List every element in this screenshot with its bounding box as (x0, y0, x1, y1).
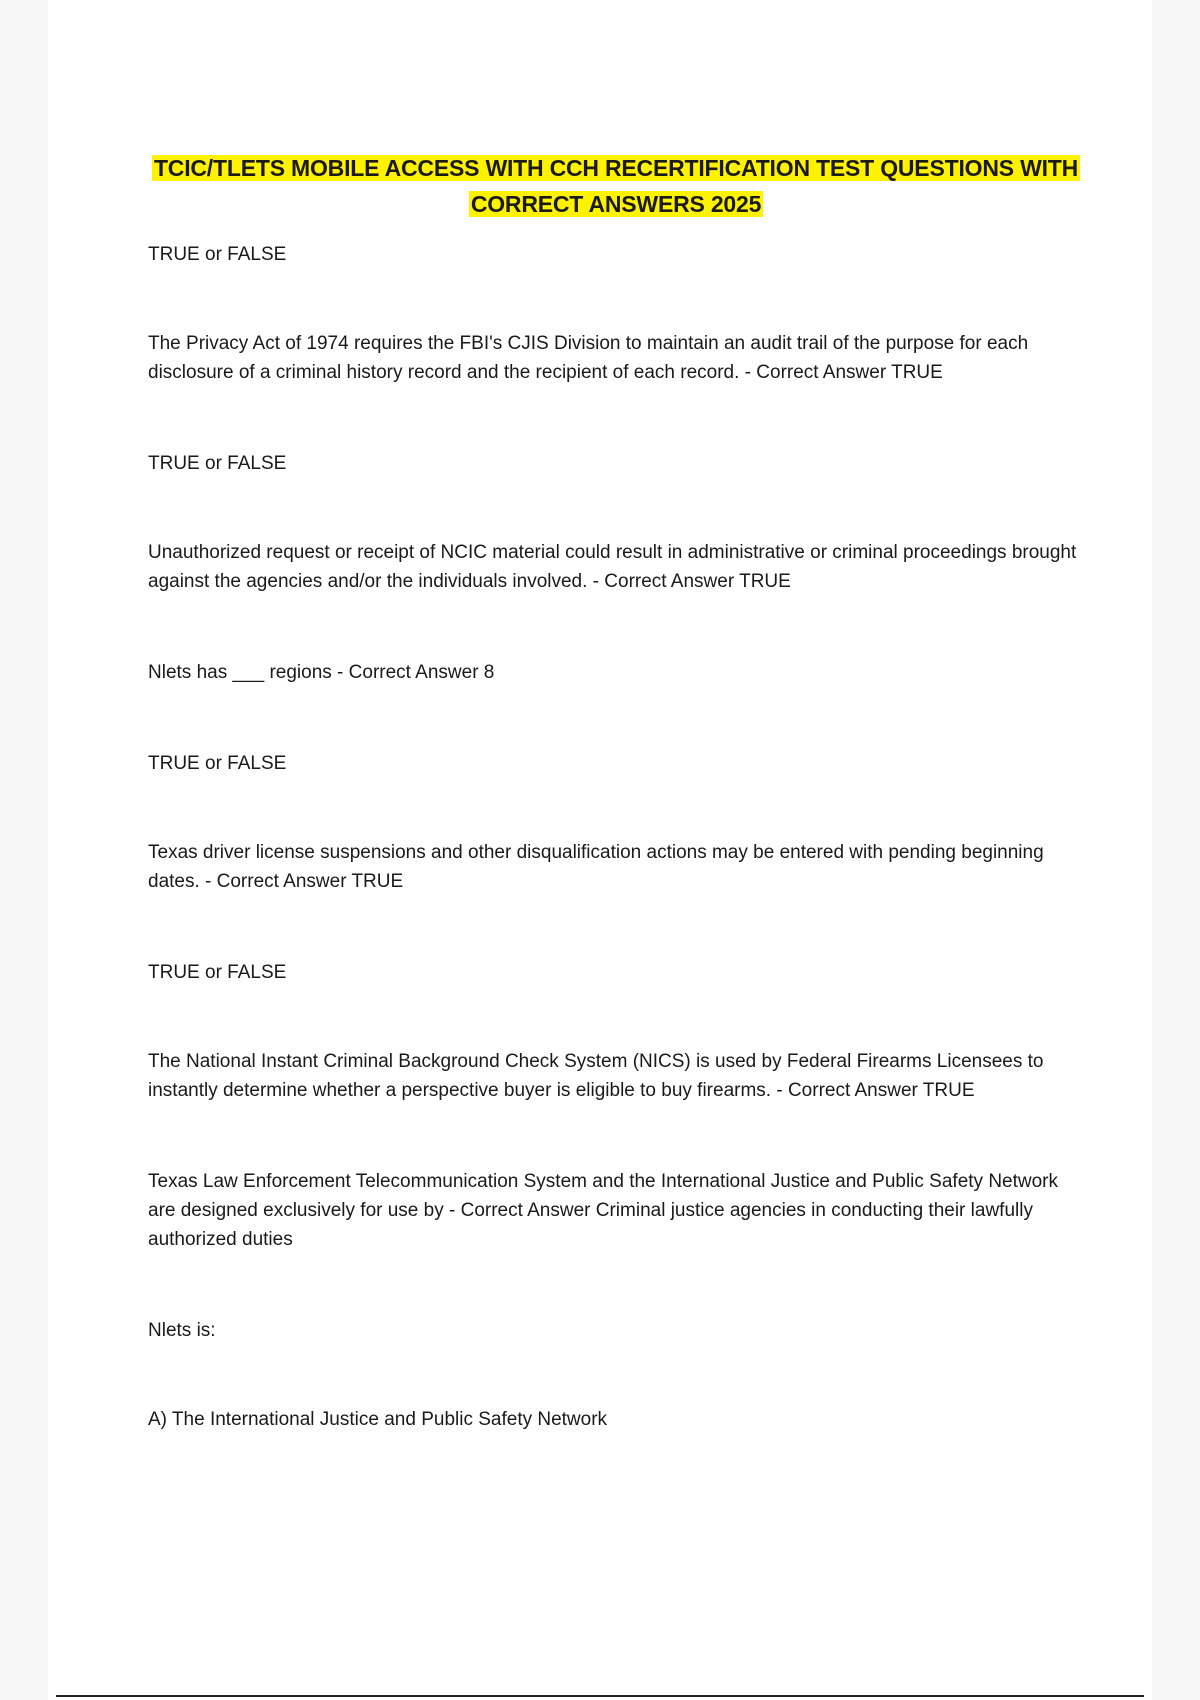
question-answer: Texas Law Enforcement Telecommunication System and the International Justice and Public Safety Network are designed exclusively for use by - Correct Answer Criminal justice agencies in conducting their lawfully authorized duties (148, 1171, 1059, 1250)
question-answer: Nlets has ___ regions - Correct Answer 8 (148, 662, 495, 683)
document-title (148, 150, 1084, 222)
question-answer: The National Instant Criminal Background Check System (NICS) is used by Federal Firearms Licensees to instantly determine whether a perspective buyer is eligible to buy firearms. - Correct Answer TRUE (148, 1051, 1044, 1101)
page-gutter-right (1152, 0, 1200, 1700)
question-label: TRUE or FALSE (148, 453, 287, 474)
question-label: TRUE or FALSE (148, 753, 287, 774)
title-line-2: CORRECT ANSWERS 2025 (470, 191, 762, 217)
question-label: TRUE or FALSE (148, 962, 287, 983)
question-answer: Unauthorized request or receipt of NCIC material could result in administrative or criminal proceedings brought against the agencies and/or the individuals involved. - Correct Answer TRUE (148, 542, 1077, 592)
footer-rule (56, 1695, 1144, 1697)
document-body (148, 240, 1088, 1494)
answer-option: A) The International Justice and Public Safety Network (148, 1409, 608, 1430)
title-line-1: TCIC/TLETS MOBILE ACCESS WITH CCH RECERTIFICATION TEST QUESTIONS WITH (153, 155, 1079, 181)
question-label: Nlets is: (148, 1320, 216, 1341)
question-label: TRUE or FALSE (148, 244, 287, 265)
page-gutter-left (0, 0, 48, 1700)
question-answer: The Privacy Act of 1974 requires the FBI's CJIS Division to maintain an audit trail of the purpose for each disclosure of a criminal history record and the recipient of each record. - Correct Answer TRUE (148, 333, 1029, 383)
question-answer: Texas driver license suspensions and other disqualification actions may be entered with pending beginning dates. - Correct Answer TRUE (148, 842, 1044, 892)
